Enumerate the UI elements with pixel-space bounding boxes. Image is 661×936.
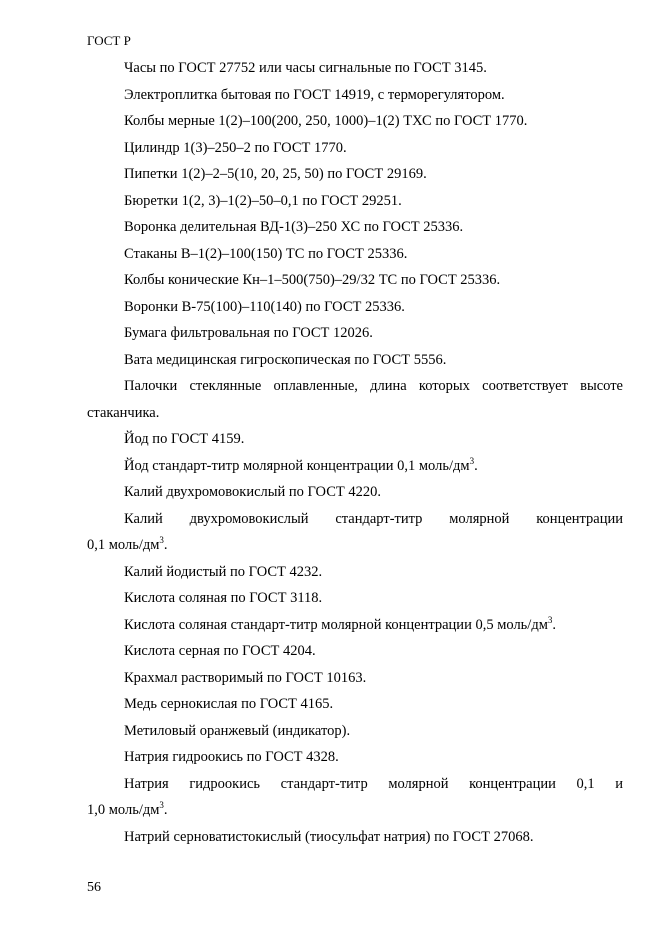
list-item: Колбы конические Кн–1–500(750)–29/32 ТС по ГОСТ 25336. xyxy=(124,272,501,288)
page-header: ГОСТ Р xyxy=(87,33,131,48)
list-item: Воронка делительная ВД-1(3)–250 ХС по ГОСТ 25336. xyxy=(124,219,464,235)
list-item: Натрий серноватистокислый (тиосульфат натрия) по ГОСТ 27068. xyxy=(124,828,534,845)
list-item: Натрия гидроокись стандарт-титр молярной концентрации 0,1 и xyxy=(124,775,623,792)
list-item: Часы по ГОСТ 27752 или часы сигнальные по ГОСТ 3145. xyxy=(124,60,487,76)
superscript: 3 xyxy=(159,535,164,545)
item-text: 1,0 моль/дм xyxy=(87,802,160,818)
list-item xyxy=(87,453,623,480)
list-item: Цилиндр 1(3)–250–2 по ГОСТ 1770. xyxy=(124,139,347,156)
item-text: Кислота соляная стандарт-титр молярной концентрации 0,5 моль/дм xyxy=(124,616,548,633)
list-item xyxy=(87,612,623,639)
list-item: Йод по ГОСТ 4159. xyxy=(124,431,245,447)
list-item: Кислота серная по ГОСТ 4204. xyxy=(124,643,316,659)
item-tail: . xyxy=(163,802,168,818)
list-item: Бюретки 1(2, 3)–1(2)–50–0,1 по ГОСТ 29251. xyxy=(124,192,402,209)
list-item: Натрия гидроокись по ГОСТ 4328. xyxy=(124,749,339,765)
item-text: Йод стандарт-титр молярной концентрации 0,1 моль/дм xyxy=(124,457,470,474)
list-item: Колбы мерные 1(2)–100(200, 250, 1000)–1(2) ТХС по ГОСТ 1770. xyxy=(124,113,528,129)
item-tail: . xyxy=(163,537,168,553)
materials-list xyxy=(87,55,623,850)
list-item: Крахмал растворимый по ГОСТ 10163. xyxy=(124,669,367,686)
item-tail: . xyxy=(474,457,478,474)
list-item: Метиловый оранжевый (индикатор). xyxy=(124,722,351,739)
list-item: Палочки стеклянные оплавленные, длина которых соответствует высоте стаканчика. xyxy=(87,378,623,421)
list-item: Калий двухромовокислый стандарт-титр молярной концентрации xyxy=(124,510,623,527)
superscript: 3 xyxy=(547,614,553,625)
superscript: 3 xyxy=(159,800,164,810)
list-item: Бумага фильтровальная по ГОСТ 12026. xyxy=(124,325,373,341)
item-tail: . xyxy=(552,616,556,633)
list-item-continuation xyxy=(87,797,623,824)
superscript: 3 xyxy=(469,455,475,466)
list-item: Медь сернокислая по ГОСТ 4165. xyxy=(124,696,334,712)
item-text: 0,1 моль/дм xyxy=(87,537,160,553)
list-item: Воронки В-75(100)–110(140) по ГОСТ 25336. xyxy=(124,298,405,315)
list-item: Калий двухромовокислый по ГОСТ 4220. xyxy=(124,484,381,500)
list-item: Пипетки 1(2)–2–5(10, 20, 25, 50) по ГОСТ 29169. xyxy=(124,166,427,182)
list-item: Электроплитка бытовая по ГОСТ 14919, с терморегулятором. xyxy=(124,86,505,103)
list-item: Кислота соляная по ГОСТ 3118. xyxy=(124,590,323,606)
page-number: 56 xyxy=(87,880,101,895)
list-item: Вата медицинская гигроскопическая по ГОСТ 5556. xyxy=(124,351,447,368)
list-item: Калий йодистый по ГОСТ 4232. xyxy=(124,563,323,580)
list-item: Стаканы В–1(2)–100(150) ТС по ГОСТ 25336. xyxy=(124,245,408,262)
list-item-continuation xyxy=(87,532,623,559)
